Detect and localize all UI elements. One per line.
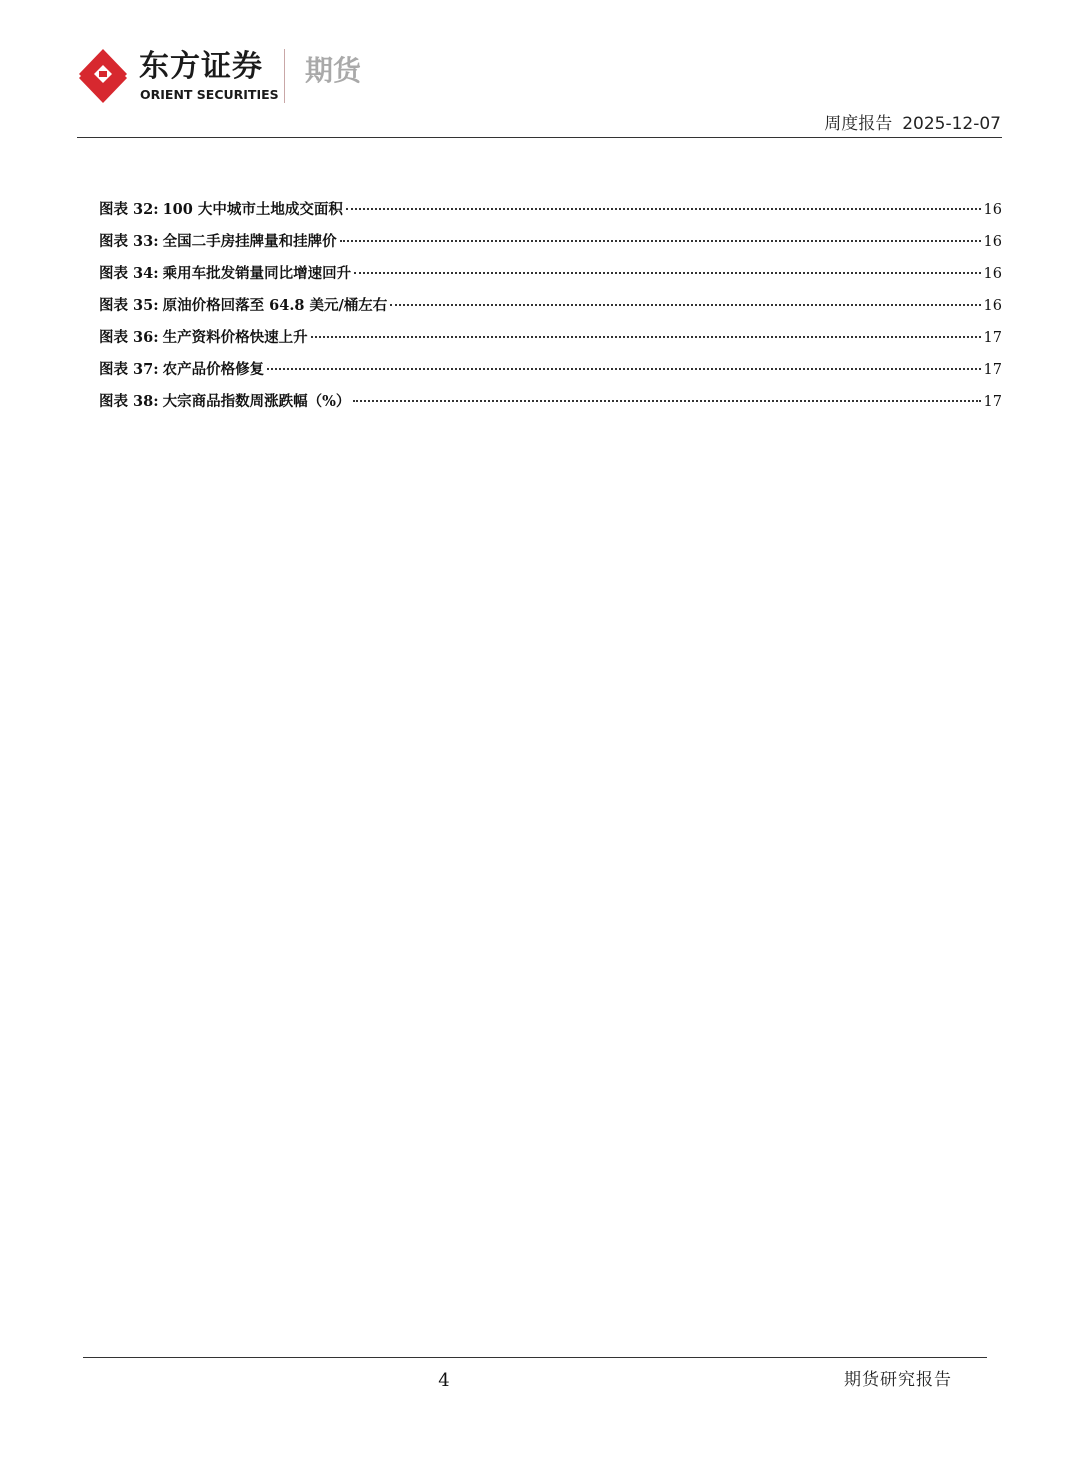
brand-name-cn: 东方证券 [139, 49, 263, 84]
toc-item-title: 100 大中城市土地成交面积 [162, 201, 343, 218]
toc-item-title: 大宗商品指数周涨跌幅（%） [162, 393, 351, 410]
toc-item-colon: : [153, 201, 159, 218]
brand-name-en: ORIENT SECURITIES [140, 87, 279, 102]
toc-item-colon: : [153, 265, 159, 282]
brand-subtitle: 期货 [305, 54, 362, 87]
toc-item-label: 图表 35 [99, 297, 154, 314]
orient-securities-logo-icon [77, 47, 129, 105]
toc-item-label: 图表 37 [99, 361, 154, 378]
toc-item[interactable] [99, 294, 1002, 326]
toc-item-title: 全国二手房挂牌量和挂牌价 [162, 233, 337, 250]
toc-item-colon: : [153, 393, 159, 410]
toc-item-colon: : [153, 233, 159, 250]
toc-item-page: 16 [983, 266, 1002, 282]
header-rule [77, 137, 1002, 138]
toc-leader [346, 208, 981, 210]
toc-item[interactable] [99, 230, 1002, 262]
toc-item-colon: : [153, 329, 159, 346]
toc-item-page: 16 [983, 234, 1002, 250]
toc-item[interactable] [99, 198, 1002, 230]
toc-item[interactable] [99, 326, 1002, 358]
toc-item-title: 农产品价格修复 [162, 361, 265, 378]
toc-item-title: 生产资料价格快速上升 [162, 329, 308, 346]
toc-item[interactable] [99, 390, 1002, 422]
page-number: 4 [438, 1370, 450, 1391]
report-meta [824, 113, 1001, 135]
toc-leader [311, 336, 981, 338]
toc-item-page: 16 [983, 298, 1002, 314]
figure-list [99, 198, 1002, 422]
toc-item-page: 17 [983, 394, 1002, 410]
toc-item-page: 17 [983, 330, 1002, 346]
toc-leader [267, 368, 980, 370]
toc-item-page: 17 [983, 362, 1002, 378]
toc-item-label: 图表 32 [99, 201, 154, 218]
footer-label: 期货研究报告 [844, 1370, 952, 1390]
toc-leader [354, 272, 980, 274]
toc-item-label: 图表 33 [99, 233, 154, 250]
toc-item-colon: : [153, 361, 159, 378]
toc-item-title: 原油价格回落至 64.8 美元/桶左右 [162, 297, 388, 314]
toc-item-label: 图表 38 [99, 393, 154, 410]
toc-item-colon: : [153, 297, 159, 314]
report-date: 2025-12-07 [902, 114, 1001, 134]
toc-leader [340, 240, 981, 242]
toc-leader [390, 304, 980, 306]
toc-leader [353, 400, 980, 402]
toc-item[interactable] [99, 358, 1002, 390]
footer-rule [83, 1357, 987, 1358]
toc-item[interactable] [99, 262, 1002, 294]
report-type: 周度报告 [824, 114, 893, 134]
toc-item-page: 16 [983, 202, 1002, 218]
brand-divider [284, 49, 285, 103]
toc-item-title: 乘用车批发销量同比增速回升 [162, 265, 352, 282]
toc-item-label: 图表 34 [99, 265, 154, 282]
toc-item-label: 图表 36 [99, 329, 154, 346]
